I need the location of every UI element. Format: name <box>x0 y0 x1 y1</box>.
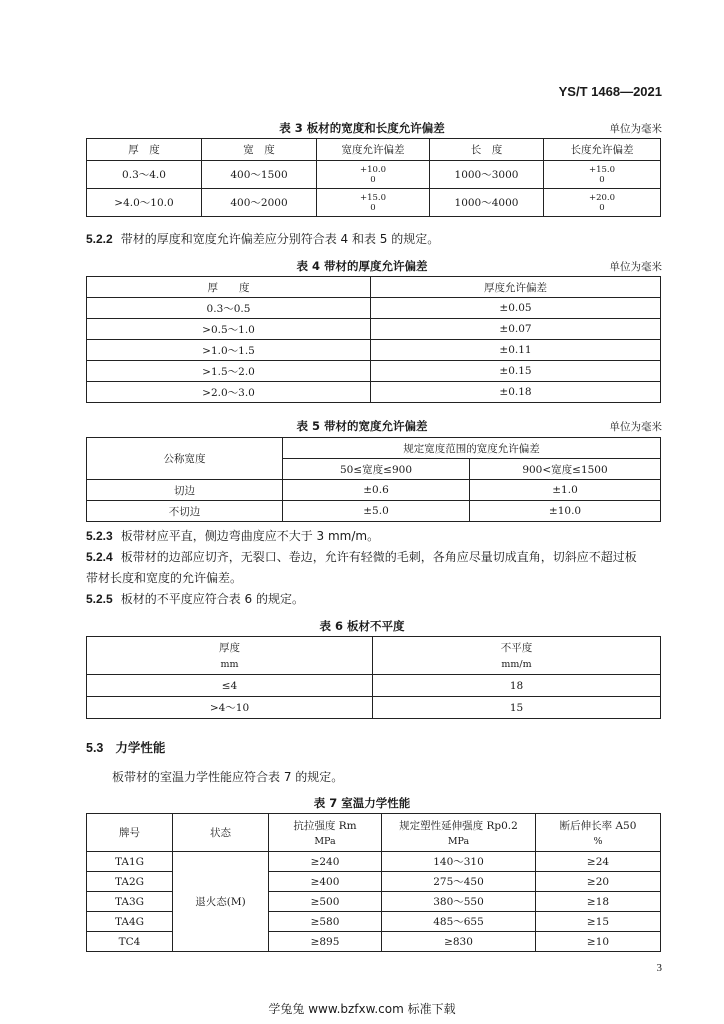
table6-cell: ≤4 <box>87 675 373 697</box>
tol-lower: 0 <box>370 174 376 185</box>
table5-header-group: 规定宽度范围的宽度允许偏差 <box>283 438 661 459</box>
table3-cell <box>544 189 661 217</box>
table5-cell: ±10.0 <box>470 501 661 522</box>
table-row <box>87 319 661 340</box>
table5-header-row <box>87 438 661 459</box>
table7-cell: 275～450 <box>382 872 536 892</box>
table4-cell: ±0.05 <box>371 298 661 319</box>
table7-header-rm <box>269 814 382 852</box>
table4-header-thickness: 厚 度 <box>87 277 371 298</box>
clause-text: 带材的厚度和宽度允许偏差应分别符合表 4 和表 5 的规定。 <box>120 232 440 246</box>
tol-upper: +15.0 <box>588 164 616 175</box>
table5-unit: 单位为毫米 <box>609 421 662 433</box>
table-row <box>87 675 661 697</box>
table7-cell: ≥20 <box>536 872 661 892</box>
header-unit: mm/m <box>501 658 532 670</box>
table7-cell: ≥400 <box>269 872 382 892</box>
table7-header-row <box>87 814 661 852</box>
table3-header-row <box>87 139 661 161</box>
clause-text: 板带材的边部应切齐，无裂口、卷边，允许有轻微的毛刺，各角应尽量切成直角，切斜应不超过板 <box>120 550 637 564</box>
table4-unit: 单位为毫米 <box>609 261 662 273</box>
table3-header-length: 长 度 <box>430 139 544 161</box>
table6 <box>86 636 661 719</box>
tol-upper: +20.0 <box>588 192 616 203</box>
table3-unit: 单位为毫米 <box>609 123 662 135</box>
table-row <box>87 382 661 403</box>
table7-cell: ≥240 <box>269 852 382 872</box>
table7-caption: 表 7 室温力学性能 <box>313 796 411 810</box>
table4-cell: >1.0～1.5 <box>87 340 371 361</box>
table5-header-nominal: 公称宽度 <box>87 438 283 480</box>
header-unit: mm <box>220 658 239 670</box>
clause-text: 板材的不平度应符合表 6 的规定。 <box>120 592 304 606</box>
table7-cell: TA1G <box>87 852 173 872</box>
table3-cell <box>544 161 661 189</box>
table6-cell: 15 <box>373 697 661 719</box>
table-row <box>87 501 661 522</box>
table7-header-grade: 牌号 <box>87 814 173 852</box>
section-5-3-paragraph: 板带材的室温力学性能应符合表 7 的规定。 <box>112 770 344 784</box>
table4-header-tolerance: 厚度允许偏差 <box>371 277 661 298</box>
table4-cell: ±0.07 <box>371 319 661 340</box>
header-label: 断后伸长率 A50 <box>559 819 637 832</box>
table7-cell: TC4 <box>87 932 173 952</box>
clause-number: 5.2.2 <box>86 232 113 246</box>
header-label: 抗拉强度 Rm <box>293 819 357 832</box>
table3-cell <box>317 189 430 217</box>
header-label: 不平度 <box>500 641 533 654</box>
tol-lower: 0 <box>370 202 376 213</box>
table3-header-width: 宽 度 <box>202 139 317 161</box>
clause-number: 5.2.4 <box>86 550 113 564</box>
tol-lower: 0 <box>599 174 605 185</box>
table-row <box>87 361 661 382</box>
table7-cell: ≥580 <box>269 912 382 932</box>
table5-cell: 不切边 <box>87 501 283 522</box>
table-row <box>87 189 661 217</box>
table7-cell: ≥895 <box>269 932 382 952</box>
footer-watermark: 学兔兔 www.bzfxw.com 标准下载 <box>268 1002 456 1016</box>
page-number: 3 <box>656 962 662 974</box>
table3-caption: 表 3 板材的宽度和长度允许偏差 <box>279 121 445 135</box>
table3-cell: >4.0～10.0 <box>87 189 202 217</box>
tol-upper: +10.0 <box>359 164 387 175</box>
table7 <box>86 813 661 952</box>
table6-caption: 表 6 板材不平度 <box>319 619 405 633</box>
table4-cell: ±0.15 <box>371 361 661 382</box>
header-label: 规定塑性延伸强度 Rp0.2 <box>399 819 518 832</box>
table7-cell: TA3G <box>87 892 173 912</box>
table4 <box>86 276 661 403</box>
table7-cell: ≥18 <box>536 892 661 912</box>
section-5-3 <box>86 738 165 756</box>
clause-number: 5.2.5 <box>86 592 113 606</box>
table-row <box>87 161 661 189</box>
clause-text: 板带材应平直，侧边弯曲度应不大于 3 mm/m。 <box>120 529 380 543</box>
table3-cell: 0.3～4.0 <box>87 161 202 189</box>
table3 <box>86 138 661 217</box>
table6-header-row <box>87 637 661 675</box>
clause-5-2-4-cont: 带材长度和宽度的允许偏差。 <box>86 571 243 585</box>
table7-state-cell: 退火态(M) <box>173 852 269 952</box>
section-number: 5.3 <box>86 741 104 755</box>
table7-cell: 485～655 <box>382 912 536 932</box>
table6-header-thickness <box>87 637 373 675</box>
clause-5-2-2 <box>86 230 439 248</box>
table-row <box>87 480 661 501</box>
table3-cell <box>317 161 430 189</box>
table6-header-flatness <box>373 637 661 675</box>
standard-number: YS/T 1468—2021 <box>558 84 662 99</box>
table7-cell: TA2G <box>87 872 173 892</box>
table5-header-col1: 50≤宽度≤900 <box>283 459 470 480</box>
table7-cell: ≥830 <box>382 932 536 952</box>
table7-cell: ≥10 <box>536 932 661 952</box>
section-title: 力学性能 <box>115 740 166 755</box>
table3-cell: 1000～3000 <box>430 161 544 189</box>
table3-header-thickness: 厚 度 <box>87 139 202 161</box>
table4-cell: >0.5～1.0 <box>87 319 371 340</box>
table3-cell: 400～2000 <box>202 189 317 217</box>
tol-lower: 0 <box>599 202 605 213</box>
table7-cell: ≥15 <box>536 912 661 932</box>
table7-header-state: 状态 <box>173 814 269 852</box>
table5-caption: 表 5 带材的宽度允许偏差 <box>296 419 428 433</box>
table5-cell: ±1.0 <box>470 480 661 501</box>
table6-cell: >4～10 <box>87 697 373 719</box>
table3-cell: 400～1500 <box>202 161 317 189</box>
table5-cell: ±5.0 <box>283 501 470 522</box>
header-unit: MPa <box>447 835 470 847</box>
table7-cell: 380～550 <box>382 892 536 912</box>
table4-cell: >2.0～3.0 <box>87 382 371 403</box>
table3-header-length-tol: 长度允许偏差 <box>544 139 661 161</box>
tol-upper: +15.0 <box>359 192 387 203</box>
table7-cell: ≥500 <box>269 892 382 912</box>
table6-cell: 18 <box>373 675 661 697</box>
table5-cell: ±0.6 <box>283 480 470 501</box>
header-label: 厚度 <box>219 641 240 654</box>
table7-cell: TA4G <box>87 912 173 932</box>
clause-5-2-5 <box>86 590 304 608</box>
table4-caption: 表 4 带材的厚度允许偏差 <box>296 259 428 273</box>
header-unit: % <box>593 835 603 847</box>
table5 <box>86 437 661 522</box>
clause-5-2-3 <box>86 527 379 545</box>
table7-header-rp <box>382 814 536 852</box>
table-row <box>87 697 661 719</box>
table7-cell: 140～310 <box>382 852 536 872</box>
table4-cell: ±0.18 <box>371 382 661 403</box>
table5-cell: 切边 <box>87 480 283 501</box>
clause-number: 5.2.3 <box>86 529 113 543</box>
table7-header-a <box>536 814 661 852</box>
header-unit: MPa <box>314 835 336 847</box>
table3-cell: 1000～4000 <box>430 189 544 217</box>
table4-cell: >1.5～2.0 <box>87 361 371 382</box>
table4-header-row <box>87 277 661 298</box>
table-row <box>87 852 661 872</box>
table-row <box>87 298 661 319</box>
clause-5-2-4 <box>86 548 666 566</box>
table-row <box>87 340 661 361</box>
table5-header-col2: 900<宽度≤1500 <box>470 459 661 480</box>
table3-header-width-tol: 宽度允许偏差 <box>317 139 430 161</box>
table4-cell: ±0.11 <box>371 340 661 361</box>
table7-cell: ≥24 <box>536 852 661 872</box>
table4-cell: 0.3～0.5 <box>87 298 371 319</box>
